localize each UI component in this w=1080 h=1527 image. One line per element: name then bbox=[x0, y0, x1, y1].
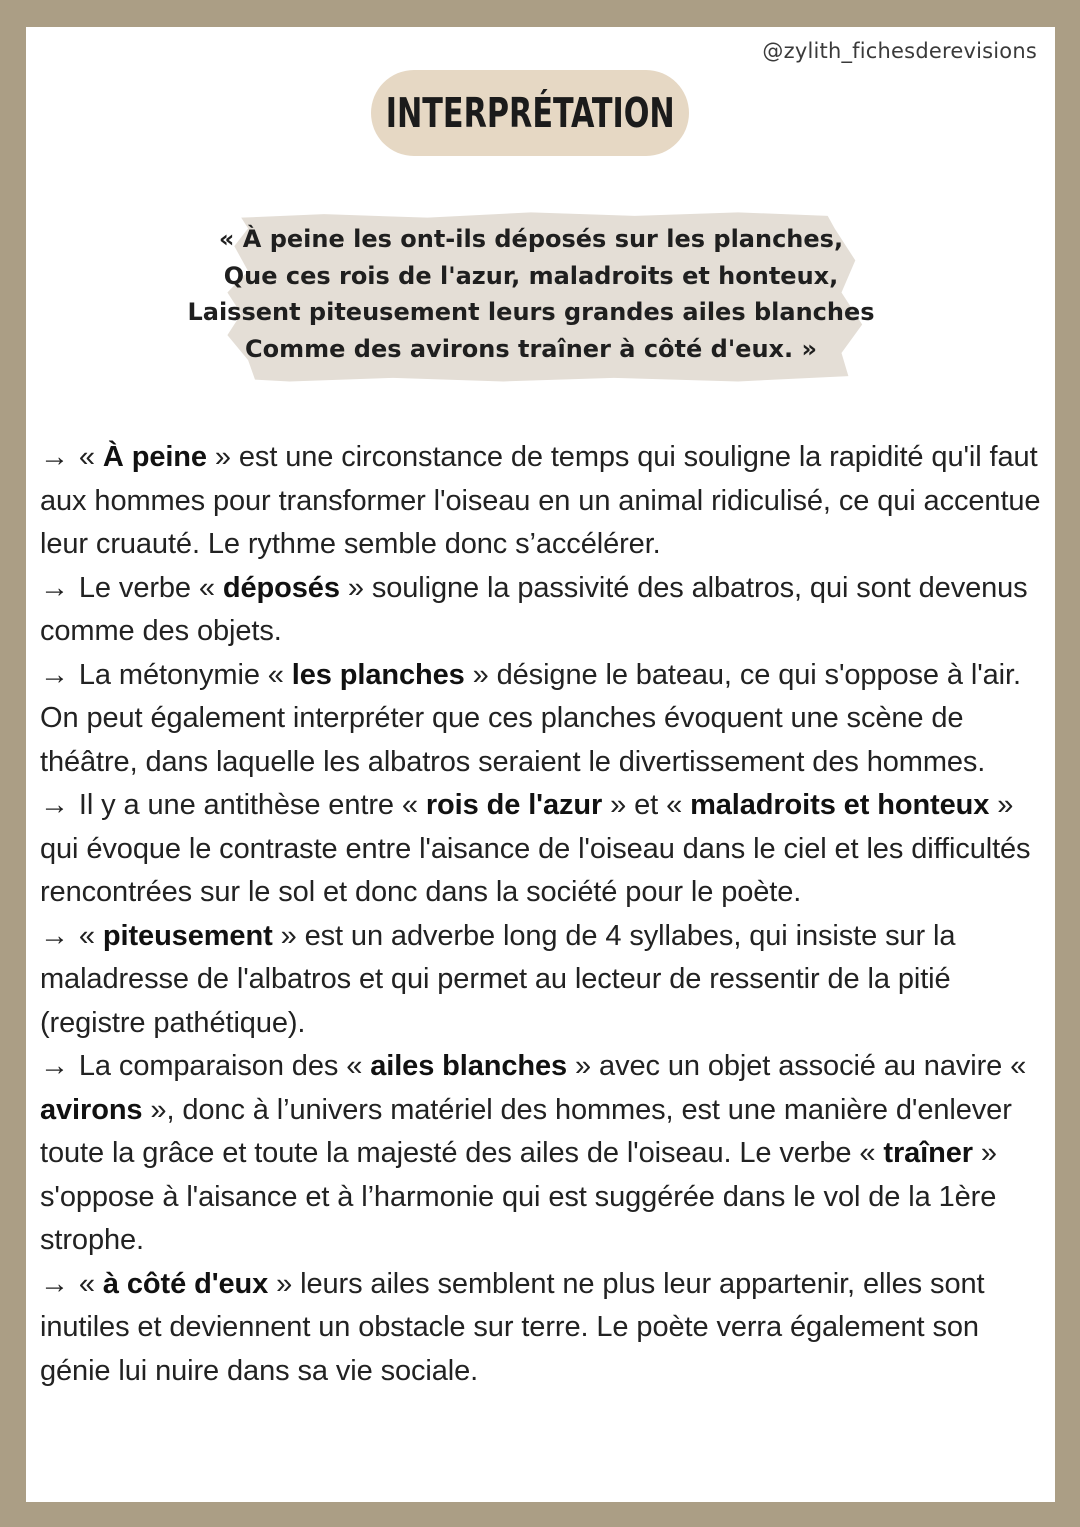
arrow-icon: → bbox=[40, 919, 69, 952]
quoted-term: traîner bbox=[883, 1137, 973, 1169]
arrow-icon: → bbox=[40, 1050, 69, 1082]
analysis-list bbox=[40, 436, 1055, 1393]
analysis-point: → « À peine » est une circonstance de temps qui souligne la rapidité qu'il faut aux hommes pour transformer l'oiseau en un animal ridiculisé, ce qui accentue leur cruauté. Le rythme semble donc s’accélérer. bbox=[40, 436, 1055, 567]
quote-line: « À peine les ont-ils déposés sur les planches, bbox=[218, 225, 844, 253]
quoted-term: à côté d'eux bbox=[102, 1267, 269, 1300]
arrow-icon: → bbox=[40, 441, 69, 473]
analysis-point: → Il y a une antithèse entre « rois de l'azur » et « maladroits et honteux » qui évoque le contraste entre l'aisance de l'oiseau dans le ciel et les difficultés rencontrées sur le sol et donc dans la société pour le poète. bbox=[40, 784, 1055, 915]
quoted-term: maladroits et honteux bbox=[690, 789, 990, 821]
analysis-point: → La comparaison des « ailes blanches » avec un objet associé au navire « avirons », donc à l’univers matériel des hommes, est une manière d'enlever toute la grâce et toute la majesté des ailes de l'oiseau. Le verbe « traîner » s'oppose à l'aisance et à l’harmonie qui est suggérée dans le vol de la 1ère strophe. bbox=[40, 1045, 1055, 1263]
arrow-icon: → bbox=[40, 789, 69, 821]
quote-line: Comme des avirons traîner à côté d'eux. » bbox=[245, 334, 817, 363]
analysis-point: → Le verbe « déposés » souligne la passivité des albatros, qui sont devenus comme des objets. bbox=[40, 567, 1055, 654]
quoted-term: piteusement bbox=[102, 919, 273, 952]
arrow-icon: → bbox=[40, 1267, 69, 1300]
arrow-icon: → bbox=[40, 658, 69, 691]
quoted-term: À peine bbox=[102, 441, 207, 473]
analysis-point: → « à côté d'eux » leurs ailes semblent ne plus leur appartenir, elles sont inutiles et deviennent un obstacle sur terre. Le poète verra également son génie lui nuire dans sa vie sociale. bbox=[40, 1263, 1055, 1394]
quoted-term: ailes blanches bbox=[370, 1050, 568, 1082]
quoted-term: déposés bbox=[222, 571, 340, 604]
analysis-point: → « piteusement » est un adverbe long de 4 syllabes, qui insiste sur la maladresse de l'albatros et qui permet au lecteur de ressentir de la pitié (registre pathétique). bbox=[40, 915, 1055, 1046]
arrow-icon: → bbox=[40, 571, 69, 604]
poem-quote bbox=[126, 221, 936, 367]
title-badge bbox=[371, 70, 689, 156]
document-page bbox=[26, 27, 1055, 1502]
quote-line: Laissent piteusement leurs grandes ailes blanches bbox=[187, 298, 875, 326]
author-handle: @zylith_fichesderevisions bbox=[762, 39, 1037, 63]
quoted-term: avirons bbox=[40, 1093, 143, 1126]
quote-line: Que ces rois de l'azur, maladroits et honteux, bbox=[223, 261, 839, 290]
quoted-term: les planches bbox=[291, 658, 465, 691]
quoted-term: rois de l'azur bbox=[425, 789, 603, 821]
analysis-point: → La métonymie « les planches » désigne le bateau, ce qui s'oppose à l'air. On peut également interpréter que ces planches évoquent une scène de théâtre, dans laquelle les albatros seraient le divertissement des hommes. bbox=[40, 654, 1055, 785]
page-title: INTERPRÉTATION bbox=[385, 89, 675, 137]
